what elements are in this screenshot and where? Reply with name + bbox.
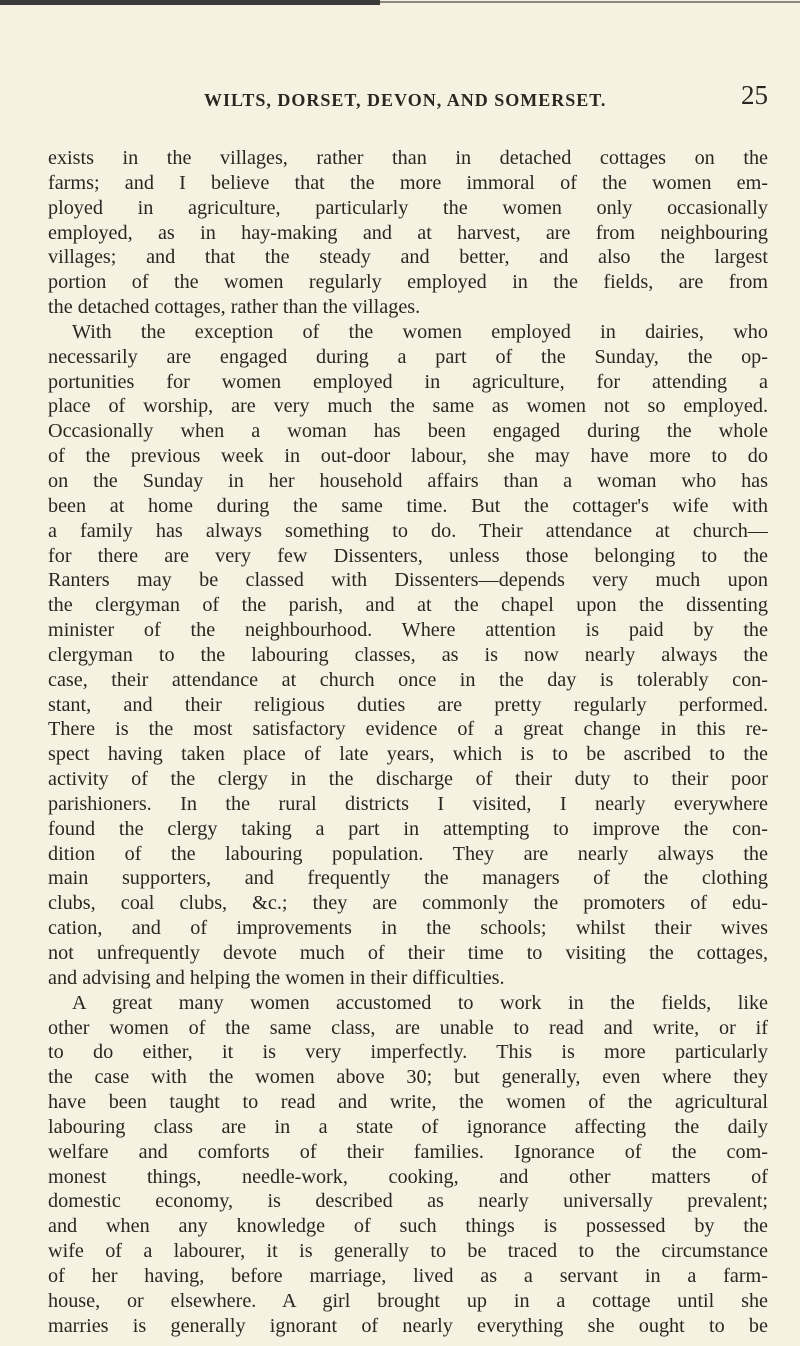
text-line: There is the most satisfactory evidence of a great change in this re- bbox=[48, 718, 768, 741]
text-line: dition of the labouring population. They are nearly always the bbox=[48, 842, 768, 865]
text-line: domestic economy, is described as nearly universally prevalent; bbox=[48, 1190, 768, 1213]
text-line: and advising and helping the women in their difficulties. bbox=[48, 966, 505, 989]
text-line: wife of a labourer, it is generally to be traced to the circumstance bbox=[48, 1240, 768, 1263]
running-head bbox=[48, 80, 768, 118]
text-line: monest things, needle-work, cooking, and other matters of bbox=[48, 1165, 768, 1188]
text-line: for there are very few Dissenters, unless those belonging to the bbox=[48, 544, 768, 567]
text-line: not unfrequently devote much of their time to visiting the cottages, bbox=[48, 942, 768, 964]
text-line: welfare and comforts of their families. Ignorance of the com- bbox=[48, 1140, 768, 1163]
text-line: ployed in agriculture, particularly the women only occasionally bbox=[48, 196, 768, 219]
text-line: house, or elsewhere. A girl brought up in a cottage until she bbox=[48, 1289, 768, 1312]
text-line: necessarily are engaged during a part of the Sunday, the op- bbox=[48, 345, 768, 368]
text-line: minister of the neighbourhood. Where attention is paid by the bbox=[48, 619, 768, 642]
text-line: portunities for women employed in agriculture, for attending a bbox=[48, 370, 768, 393]
text-line: employed, as in hay-making and at harvest, are from neighbouring bbox=[48, 221, 768, 244]
text-line: of her having, before marriage, lived as a servant in a farm- bbox=[48, 1264, 768, 1287]
text-line: case, their attendance at church once in the day is tolerably con- bbox=[48, 668, 768, 691]
text-line: farms; and I believe that the more immoral of the women em- bbox=[48, 171, 768, 194]
text-line: on the Sunday in her household affairs than a woman who has bbox=[48, 469, 768, 492]
text-line: the clergyman of the parish, and at the chapel upon the dissenting bbox=[48, 594, 768, 617]
text-line: Occasionally when a woman has been engaged during the whole bbox=[48, 420, 768, 443]
text-line: villages; and that the steady and better, and also the largest bbox=[48, 246, 768, 269]
text-line: activity of the clergy in the discharge of their duty to their poor bbox=[48, 768, 768, 791]
text-line: other women of the same class, are unable to read and write, or if bbox=[48, 1016, 768, 1039]
text-line: With the exception of the women employed in dairies, who bbox=[72, 320, 768, 343]
text-line: marries is generally ignorant of nearly everything she ought to be bbox=[48, 1314, 768, 1337]
text-line: clubs, coal clubs, &c.; they are commonly the promoters of edu- bbox=[48, 892, 768, 915]
text-line: clergyman to the labouring classes, as is now nearly always the bbox=[48, 643, 768, 666]
text-line: a family has always something to do. Their attendance at church— bbox=[48, 519, 768, 542]
text-line: found the clergy taking a part in attempting to improve the con- bbox=[48, 817, 768, 840]
text-line: have been taught to read and write, the women of the agricultural bbox=[48, 1091, 768, 1114]
text-line: the case with the women above 30; but generally, even where they bbox=[48, 1066, 768, 1089]
text-line: place of worship, are very much the same as women not so employed. bbox=[48, 395, 768, 418]
text-line: and when any knowledge of such things is possessed by the bbox=[48, 1215, 768, 1238]
text-line: portion of the women regularly employed in the fields, are from bbox=[48, 271, 768, 294]
top-edge-rule bbox=[0, 0, 380, 5]
text-line: exists in the villages, rather than in detached cottages on the bbox=[48, 147, 768, 169]
text-line: spect having taken place of late years, which is to be ascribed to the bbox=[48, 743, 768, 766]
body-text bbox=[48, 146, 768, 1339]
text-line: been at home during the same time. But the cottager's wife with bbox=[48, 494, 768, 517]
text-line: stant, and their religious duties are pretty regularly performed. bbox=[48, 693, 768, 716]
text-line: parishioners. In the rural districts I visited, I nearly everywhere bbox=[48, 792, 768, 815]
text-line: labouring class are in a state of ignorance affecting the daily bbox=[48, 1115, 768, 1138]
top-edge-rule-thin bbox=[380, 1, 800, 3]
text-line: to do either, it is very imperfectly. This is more particularly bbox=[48, 1041, 768, 1064]
page-number: 25 bbox=[741, 80, 768, 110]
text-line: Ranters may be classed with Dissenters—depends very much upon bbox=[48, 569, 768, 592]
text-line: cation, and of improvements in the schools; whilst their wives bbox=[48, 917, 768, 940]
text-line: the detached cottages, rather than the villages. bbox=[48, 296, 421, 319]
running-head-title: WILTS, DORSET, DEVON, AND SOMERSET. bbox=[204, 90, 607, 110]
text-line: main supporters, and frequently the managers of the clothing bbox=[48, 867, 768, 890]
text-line: A great many women accustomed to work in the fields, like bbox=[72, 991, 768, 1014]
text-line: of the previous week in out-door labour, she may have more to do bbox=[48, 445, 768, 468]
